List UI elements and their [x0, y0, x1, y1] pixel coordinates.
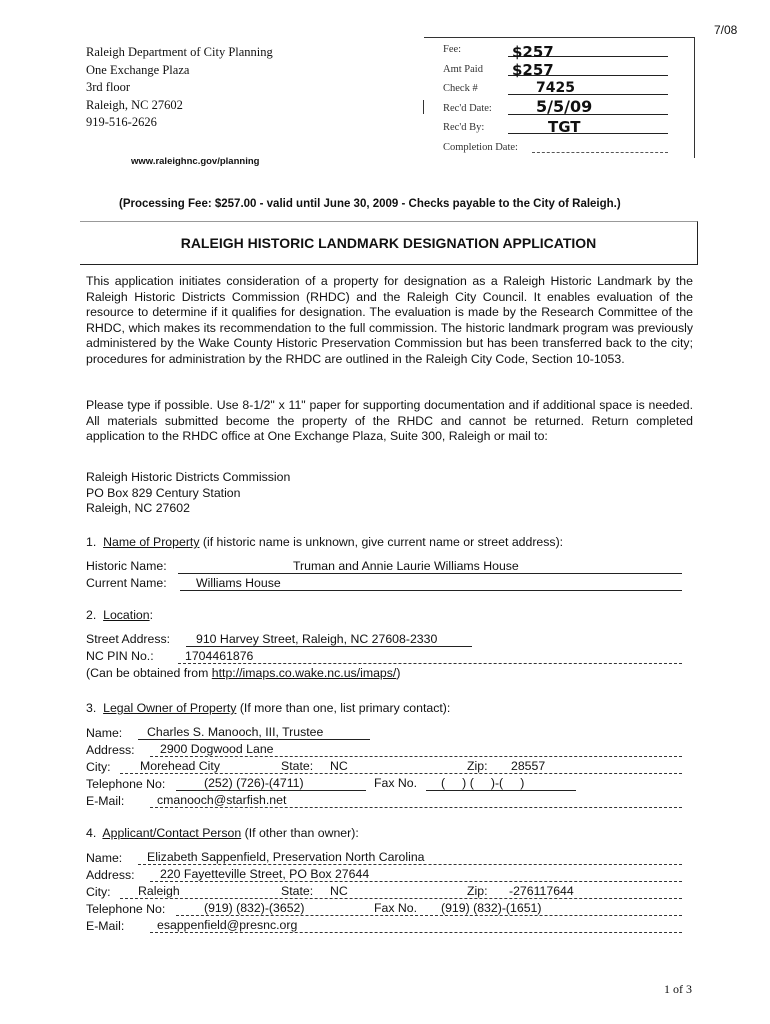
applicant-email-field[interactable]: esappenfield@presnc.org: [157, 918, 298, 932]
applicant-name-line: [138, 864, 682, 865]
recd-by-line: [508, 133, 668, 134]
recd-by-label: Rec'd By:: [443, 122, 485, 133]
applicant-city-field[interactable]: Raleigh: [138, 884, 180, 898]
owner-phone-label: Telephone No:: [86, 777, 166, 791]
section-4-heading: [86, 826, 359, 840]
section-note: (If other than owner):: [241, 826, 359, 840]
mail-line: Raleigh, NC 27602: [86, 501, 190, 516]
applicant-phone-field[interactable]: (919) (832)-(3652): [204, 901, 305, 915]
dept-line: Raleigh Department of City Planning: [86, 45, 273, 59]
recd-date-value: 5/5/09: [536, 97, 593, 116]
applicant-city-line: [120, 898, 682, 899]
historic-name-label: Historic Name:: [86, 559, 167, 573]
applicant-address-line: [150, 881, 682, 882]
owner-address-field[interactable]: 2900 Dogwood Lane: [160, 742, 274, 756]
imaps-link[interactable]: http://imaps.co.wake.nc.us/imaps/: [211, 666, 397, 680]
owner-fax-line: [426, 790, 576, 791]
owner-fax-field[interactable]: ( ) ( )-( ): [441, 776, 525, 790]
recd-date-label: Rec'd Date:: [443, 102, 492, 114]
completion-line: [532, 152, 668, 153]
pin-line: [178, 663, 682, 664]
owner-name-label: Name:: [86, 726, 123, 740]
completion-label: Completion Date:: [443, 141, 518, 153]
section-1-heading: [86, 535, 563, 549]
owner-city-field[interactable]: Morehead City: [140, 759, 220, 773]
section-note: (if historic name is unknown, give current name or street address):: [199, 535, 564, 549]
applicant-email-label: E-Mail:: [86, 919, 125, 933]
street-address-label: Street Address:: [86, 632, 171, 646]
department-address: [86, 44, 273, 132]
section-number: 4.: [86, 826, 97, 840]
owner-email-field[interactable]: cmanooch@starfish.net: [157, 793, 287, 807]
owner-state-label: State:: [281, 759, 314, 773]
check-line: [508, 94, 668, 95]
amt-paid-label: Amt Paid: [443, 63, 483, 75]
applicant-address-label: Address:: [86, 868, 135, 882]
current-name-field[interactable]: Williams House: [196, 576, 281, 590]
section-number: 2.: [86, 608, 97, 622]
section-note: (If more than one, list primary contact):: [236, 701, 451, 715]
instructions-paragraph: Please type if possible. Use 8-1/2" x 11" paper for supporting documentation and if additional space is needed. All materials submitted become the property of the RHDC and cannot be returned. Return completed application to the RHDC office at One Exchange Plaza, Suite 300, Raleigh or mail to:: [86, 398, 693, 444]
pin-field[interactable]: 1704461876: [185, 649, 254, 663]
section-2-heading: 2. Location:: [86, 608, 154, 622]
mail-line: Raleigh Historic Districts Commission: [86, 470, 291, 484]
applicant-city-label: City:: [86, 885, 111, 899]
amt-paid-value: $257: [512, 61, 554, 79]
street-address-field[interactable]: 910 Harvey Street, Raleigh, NC 27608-2330: [196, 632, 438, 646]
applicant-email-line: [150, 932, 682, 933]
check-label: Check #: [443, 83, 478, 94]
applicant-fax-label: Fax No.: [374, 901, 418, 915]
owner-address-label: Address:: [86, 743, 135, 757]
applicant-phone-line: [176, 915, 682, 916]
historic-name-field[interactable]: Truman and Annie Laurie Williams House: [293, 559, 519, 573]
owner-address-line: [150, 756, 682, 757]
pin-source-note: [86, 666, 400, 680]
current-name-label: Current Name:: [86, 576, 167, 590]
section-title: Legal Owner of Property: [103, 701, 237, 715]
applicant-fax-field[interactable]: (919) (832)-(1651): [441, 901, 542, 915]
owner-email-label: E-Mail:: [86, 794, 125, 808]
note-text: (Can be obtained from: [86, 666, 212, 680]
owner-phone-line: [176, 790, 366, 791]
office-labels: [443, 40, 518, 157]
current-name-line: [180, 590, 682, 591]
note-text: ): [396, 666, 401, 680]
applicant-address-field[interactable]: 220 Fayetteville Street, PO Box 27644: [160, 867, 370, 881]
check-value: 7425: [536, 80, 575, 96]
section-3-heading: [86, 701, 450, 715]
section-number: 1.: [86, 535, 97, 549]
box-tick: [423, 100, 424, 114]
owner-zip-field[interactable]: 28557: [511, 759, 546, 773]
dept-line: Raleigh, NC 27602: [86, 97, 183, 112]
recd-by-value: TGT: [548, 118, 581, 136]
section-title: Location: [103, 608, 150, 622]
applicant-state-field[interactable]: NC: [330, 884, 348, 898]
applicant-name-label: Name:: [86, 851, 123, 865]
dept-line: 919-516-2626: [86, 115, 157, 129]
owner-city-line: [120, 773, 682, 774]
pin-label: NC PIN No.:: [86, 649, 154, 663]
intro-paragraph: This application initiates consideration of a property for designation as a Raleigh Historic Landmark by the Raleigh Historic Districts Commission (RHDC) and the Raleigh City Council. It enables evaluation of the resource to determine if it qualifies for designation. The evaluation is made by the Research Committee of the RHDC, which makes its recommendation to the full commission. The historic landmark program was previously administered by the Wake County Historic Preservation Commission but has been transferred back to the city; procedures for administration by the RHDC are outlined in the Raleigh City Code, Section 10-1053.: [86, 274, 693, 366]
applicant-name-field[interactable]: Elizabeth Sappenfield, Preservation North Carolina: [147, 850, 425, 864]
applicant-zip-label: Zip:: [467, 884, 488, 898]
owner-email-line: [150, 807, 682, 808]
dept-line: One Exchange Plaza: [86, 62, 190, 77]
street-address-line: [186, 646, 472, 647]
owner-name-line: [138, 739, 370, 740]
section-number: 3.: [86, 701, 97, 715]
owner-city-label: City:: [86, 760, 111, 774]
owner-state-field[interactable]: NC: [330, 759, 348, 773]
owner-zip-label: Zip:: [467, 759, 488, 773]
processing-fee-note: (Processing Fee: $257.00 - valid until June 30, 2009 - Checks payable to the City of Raleigh.): [119, 198, 621, 210]
owner-fax-label: Fax No.: [374, 776, 418, 790]
applicant-zip-field[interactable]: -276117644: [509, 884, 574, 898]
mailing-address: [86, 470, 290, 517]
historic-name-line: [178, 573, 682, 574]
applicant-state-label: State:: [281, 884, 314, 898]
fee-label: Fee:: [443, 44, 462, 55]
dept-line: 3rd floor: [86, 80, 131, 94]
application-title: RALEIGH HISTORIC LANDMARK DESIGNATION APPLICATION: [180, 235, 597, 251]
website-link[interactable]: www.raleighnc.gov/planning: [131, 156, 260, 167]
applicant-phone-label: Telephone No:: [86, 902, 166, 916]
page-number: 1 of 3: [664, 982, 692, 996]
section-title: Name of Property: [103, 535, 200, 549]
section-title: Applicant/Contact Person: [102, 826, 242, 840]
fee-value: $257: [512, 43, 554, 61]
mail-line: PO Box 829 Century Station: [86, 485, 241, 500]
owner-phone-field[interactable]: (252) (726)-(4711): [204, 776, 304, 790]
form-version: 7/08: [714, 23, 738, 37]
owner-name-field[interactable]: Charles S. Manooch, III, Trustee: [147, 725, 324, 739]
